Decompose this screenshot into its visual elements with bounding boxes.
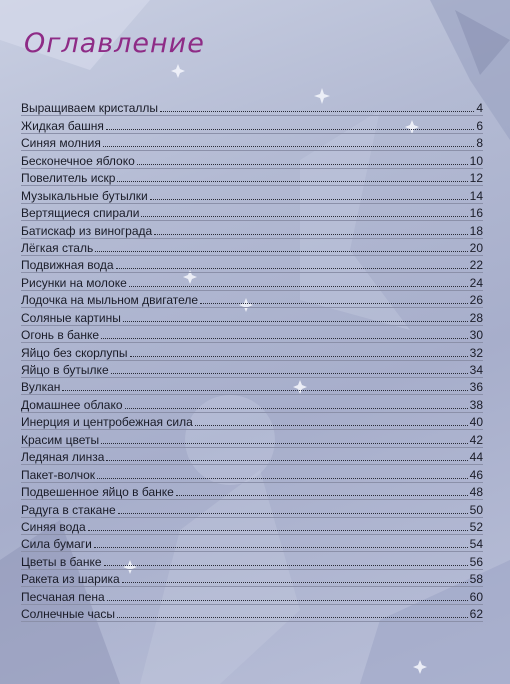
toc-entry[interactable] bbox=[21, 361, 483, 378]
toc-entry-title: Вулкан bbox=[21, 380, 61, 395]
toc-entry-title: Повелитель искр bbox=[21, 171, 116, 186]
toc-entry[interactable] bbox=[21, 413, 483, 430]
dot-leader bbox=[118, 513, 468, 514]
toc-entry-page-number: 10 bbox=[469, 153, 483, 168]
toc-entry-page-number: 8 bbox=[476, 136, 483, 151]
toc-entry[interactable] bbox=[21, 221, 483, 238]
toc-entry-page-number: 34 bbox=[469, 363, 483, 377]
toc-entry-title: Инерция и центробежная сила bbox=[21, 415, 193, 430]
toc-entry-title: Лёгкая сталь bbox=[21, 240, 94, 255]
toc-entry-title: Ледяная линза bbox=[21, 450, 105, 465]
toc-entry-page-number: 40 bbox=[469, 415, 483, 430]
toc-entry-page-number: 46 bbox=[469, 467, 483, 482]
toc-entry-page-number: 42 bbox=[469, 432, 483, 447]
toc-entry[interactable] bbox=[21, 500, 483, 517]
toc-entry-page-number: 48 bbox=[469, 485, 483, 500]
dot-leader bbox=[125, 408, 468, 409]
toc-entry[interactable] bbox=[21, 186, 483, 203]
toc-entry-page-number: 18 bbox=[469, 223, 483, 238]
toc-entry[interactable] bbox=[21, 239, 483, 256]
dot-leader bbox=[117, 181, 467, 182]
dot-leader bbox=[97, 478, 468, 479]
dot-leader bbox=[200, 303, 468, 304]
toc-entry[interactable] bbox=[21, 134, 483, 151]
toc-entry-page-number: 24 bbox=[469, 275, 483, 290]
toc-entry[interactable] bbox=[21, 587, 483, 604]
toc-entry[interactable] bbox=[21, 256, 483, 273]
toc-entry-title: Синяя молния bbox=[21, 136, 101, 151]
toc-entry[interactable] bbox=[21, 552, 483, 569]
toc-entry-title: Солнечные часы bbox=[21, 607, 116, 622]
toc-entry-title: Подвижная вода bbox=[21, 258, 114, 273]
toc-entry[interactable] bbox=[21, 326, 483, 343]
toc-entry-title: Батискаф из винограда bbox=[21, 223, 153, 238]
dot-leader bbox=[137, 164, 468, 165]
dot-leader bbox=[94, 547, 468, 548]
toc-entry-title: Рисунки на молоке bbox=[21, 275, 127, 290]
dot-leader bbox=[122, 582, 468, 583]
toc-entry-page-number: 60 bbox=[469, 589, 483, 604]
toc-entry-page-number: 20 bbox=[469, 240, 483, 255]
toc-entry[interactable] bbox=[21, 430, 483, 447]
toc-entry-title: Жидкая башня bbox=[21, 118, 104, 133]
dot-leader bbox=[111, 373, 468, 374]
page-title: Оглавление bbox=[24, 28, 205, 59]
toc-entry-title: Вертящиеся спирали bbox=[21, 206, 140, 221]
dot-leader bbox=[123, 321, 468, 322]
toc-entry-page-number: 6 bbox=[476, 118, 483, 133]
toc-entry-title: Яйцо без скорлупы bbox=[21, 345, 128, 360]
toc-entry-title: Пакет-волчок bbox=[21, 467, 96, 482]
toc-entry-title: Домашнее облако bbox=[21, 397, 123, 412]
toc-entry-title: Яйцо в бутылке bbox=[21, 363, 109, 377]
dot-leader bbox=[141, 216, 467, 217]
toc-entry-page-number: 16 bbox=[469, 206, 483, 221]
dot-leader bbox=[117, 617, 468, 618]
toc-entry-title: Бесконечное яблоко bbox=[21, 153, 135, 168]
dot-leader bbox=[88, 530, 468, 531]
dot-leader bbox=[95, 251, 467, 252]
toc-entry-page-number: 62 bbox=[469, 607, 483, 622]
dot-leader bbox=[106, 460, 467, 461]
toc-entry[interactable] bbox=[21, 395, 483, 412]
dot-leader bbox=[103, 146, 474, 147]
toc-entry-page-number: 14 bbox=[469, 188, 483, 203]
toc-entry-title: Выращиваем кристаллы bbox=[21, 101, 159, 116]
toc-entry[interactable] bbox=[21, 151, 483, 168]
toc-entry-title: Радуга в стакане bbox=[21, 502, 116, 517]
toc-entry[interactable] bbox=[21, 448, 483, 465]
toc-entry-page-number: 44 bbox=[469, 450, 483, 465]
dot-leader bbox=[107, 600, 468, 601]
sparkle-icon bbox=[171, 64, 185, 78]
toc-entry[interactable] bbox=[21, 291, 483, 308]
toc-entry[interactable] bbox=[21, 169, 483, 186]
toc-entry-title: Ракета из шарика bbox=[21, 572, 120, 587]
toc-entry-title: Цветы в банке bbox=[21, 554, 102, 569]
toc-entry[interactable] bbox=[21, 570, 483, 587]
dot-leader bbox=[154, 234, 467, 235]
toc-entry-page-number: 56 bbox=[469, 554, 483, 569]
toc-entry-page-number: 38 bbox=[469, 397, 483, 412]
toc-entry[interactable] bbox=[21, 273, 483, 290]
toc-entry-page-number: 12 bbox=[469, 171, 483, 186]
toc-entry-title: Песчаная пена bbox=[21, 589, 105, 604]
toc-entry-title: Красим цветы bbox=[21, 432, 100, 447]
toc-entry-page-number: 32 bbox=[469, 345, 483, 360]
dot-leader bbox=[62, 390, 467, 391]
toc-entry[interactable] bbox=[21, 204, 483, 221]
toc-entry-page-number: 30 bbox=[469, 328, 483, 343]
toc-entry[interactable] bbox=[21, 465, 483, 482]
toc-entry-page-number: 28 bbox=[469, 310, 483, 325]
toc-entry-title: Огонь в банке bbox=[21, 328, 99, 343]
dot-leader bbox=[160, 111, 474, 112]
table-of-contents bbox=[21, 99, 483, 622]
toc-entry[interactable] bbox=[21, 518, 483, 535]
toc-entry[interactable] bbox=[21, 308, 483, 325]
toc-entry-page-number: 26 bbox=[469, 293, 483, 308]
toc-entry[interactable] bbox=[21, 116, 483, 133]
toc-entry-title: Подвешенное яйцо в банке bbox=[21, 485, 174, 500]
dot-leader bbox=[130, 356, 468, 357]
toc-entry-page-number: 52 bbox=[469, 519, 483, 534]
dot-leader bbox=[101, 338, 468, 339]
toc-entry[interactable] bbox=[21, 378, 483, 395]
toc-entry[interactable] bbox=[21, 605, 483, 622]
dot-leader bbox=[106, 129, 474, 130]
toc-entry-title: Сила бумаги bbox=[21, 537, 92, 552]
dot-leader bbox=[150, 199, 468, 200]
toc-entry-title: Соляные картины bbox=[21, 310, 121, 325]
toc-entry-page-number: 4 bbox=[476, 101, 483, 116]
toc-entry-title: Лодочка на мыльном двигателе bbox=[21, 293, 199, 308]
dot-leader bbox=[101, 443, 468, 444]
toc-entry[interactable] bbox=[21, 343, 483, 360]
dot-leader bbox=[129, 286, 468, 287]
toc-entry-page-number: 50 bbox=[469, 502, 483, 517]
toc-entry[interactable] bbox=[21, 99, 483, 116]
dot-leader bbox=[195, 425, 468, 426]
toc-entry-page-number: 22 bbox=[469, 258, 483, 273]
toc-entry-title: Музыкальные бутылки bbox=[21, 188, 148, 203]
toc-entry-page-number: 36 bbox=[469, 380, 483, 395]
toc-entry[interactable] bbox=[21, 535, 483, 552]
dot-leader bbox=[116, 268, 468, 269]
toc-entry-title: Синяя вода bbox=[21, 519, 86, 534]
toc-entry-page-number: 54 bbox=[469, 537, 483, 552]
dot-leader bbox=[104, 565, 468, 566]
toc-entry-page-number: 58 bbox=[469, 572, 483, 587]
toc-entry[interactable] bbox=[21, 483, 483, 500]
dot-leader bbox=[176, 495, 468, 496]
